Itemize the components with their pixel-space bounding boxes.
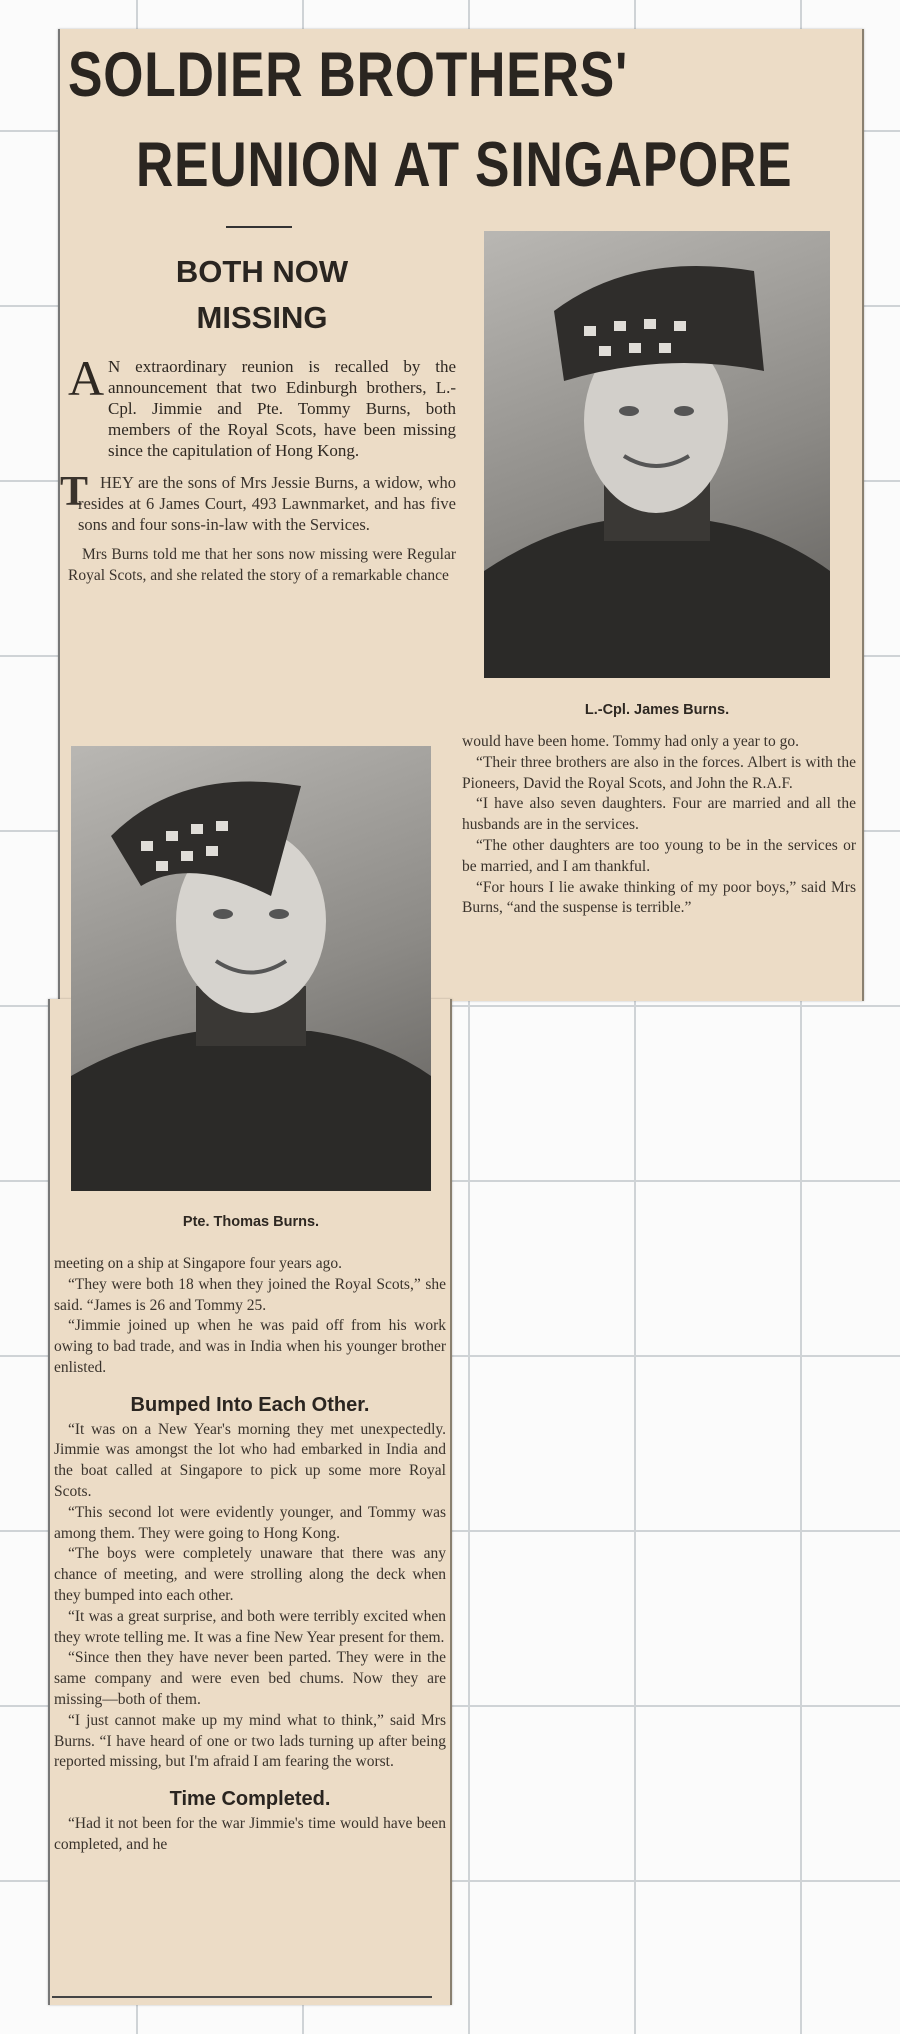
photo-caption-thomas: Pte. Thomas Burns.: [182, 1214, 320, 1230]
paragraph: “The boys were completely unaware that there was any chance of meeting, and were strolling along the deck when they bumped into each other.: [54, 1545, 446, 1604]
drop-cap: A: [68, 350, 105, 406]
paragraph: would have been home. Tommy had only a year to go.: [462, 733, 799, 750]
paragraph: Mrs Burns told me that her sons now missing were Regular Royal Scots, and she related the story of a remarkable chance: [68, 546, 456, 585]
article-column-intro: [60, 350, 456, 587]
paragraph: meeting on a ship at Singapore four years ago.: [54, 1255, 342, 1272]
paragraph: “It was on a New Year's morning they met unexpectedly. Jimmie was amongst the lot who had embarked in India and the boat called at Singapore to pick up some more Royal Scots.: [54, 1420, 446, 1500]
paragraph: “Jimmie joined up when he was paid off from his work owing to bad trade, and was in India when his younger brother enlisted.: [54, 1317, 446, 1376]
intro-paragraph: A N extraordinary reunion is recalled by the announcement that two Edinburgh brothers, L.-Cpl. Jimmie and Pte. Tommy Burns, both members of the Royal Scots, have been missing since the capitulation of Hong Kong.: [68, 350, 456, 460]
photo-thomas-burns: [71, 746, 431, 1191]
photo-caption-james: L.-Cpl. James Burns.: [584, 702, 730, 718]
bottom-rule: [52, 1996, 432, 1998]
paragraph: “Since then they have never been parted. They were in the same company and were even bed chums. Now they are missing—both of them.: [54, 1649, 446, 1708]
subheadline-line1: BOTH NOW: [175, 254, 349, 289]
subheadline-line2: MISSING: [196, 300, 328, 335]
paragraph: “I just cannot make up my mind what to think,” said Mrs Burns. “I have heard of one or two lads turning up after being reported missing, but I'm afraid I am fearing the worst.: [54, 1711, 446, 1771]
headline-line1: SOLDIER BROTHERS': [68, 40, 629, 110]
paragraph: “It was a great surprise, and both were terribly excited when they wrote telling me. It was a fine New Year present for them.: [54, 1607, 446, 1646]
paragraph: T HEY are the sons of Mrs Jessie Burns, a widow, who resides at 6 James Court, 493 Lawnmarket, and has five sons and four sons-in-law with the Services.: [60, 469, 456, 534]
article-column-right: [462, 732, 856, 919]
divider: [226, 226, 292, 228]
paragraph: “I have also seven daughters. Four are married and all the husbands are in the services.: [462, 795, 856, 834]
paragraph: “They were both 18 when they joined the Royal Scots,” she said. “James is 26 and Tommy 25.: [54, 1275, 446, 1314]
headline-line2: REUNION AT SINGAPORE: [136, 130, 793, 200]
paragraph: “This second lot were evidently younger, and Tommy was among them. They were going to Hong Kong.: [54, 1503, 446, 1542]
paragraph: “For hours I lie awake thinking of my poor boys,” said Mrs Burns, “and the suspense is terrible.”: [462, 878, 856, 917]
drop-cap: T: [60, 469, 89, 515]
section-heading-bumped: Bumped Into Each Other.: [130, 1393, 370, 1416]
paragraph: “Their three brothers are also in the forces. Albert is with the Pioneers, David the Royal Scots, and John the R.A.F.: [462, 753, 856, 792]
photo-james-burns: [484, 231, 830, 678]
paragraph: “Had it not been for the war Jimmie's time would have been completed, and he: [54, 1814, 446, 1853]
article-column-lower: [54, 1254, 446, 1856]
section-heading-time-completed: Time Completed.: [169, 1788, 331, 1811]
paragraph: “The other daughters are too young to be in the services or be married, and I am thankful.: [462, 836, 856, 875]
